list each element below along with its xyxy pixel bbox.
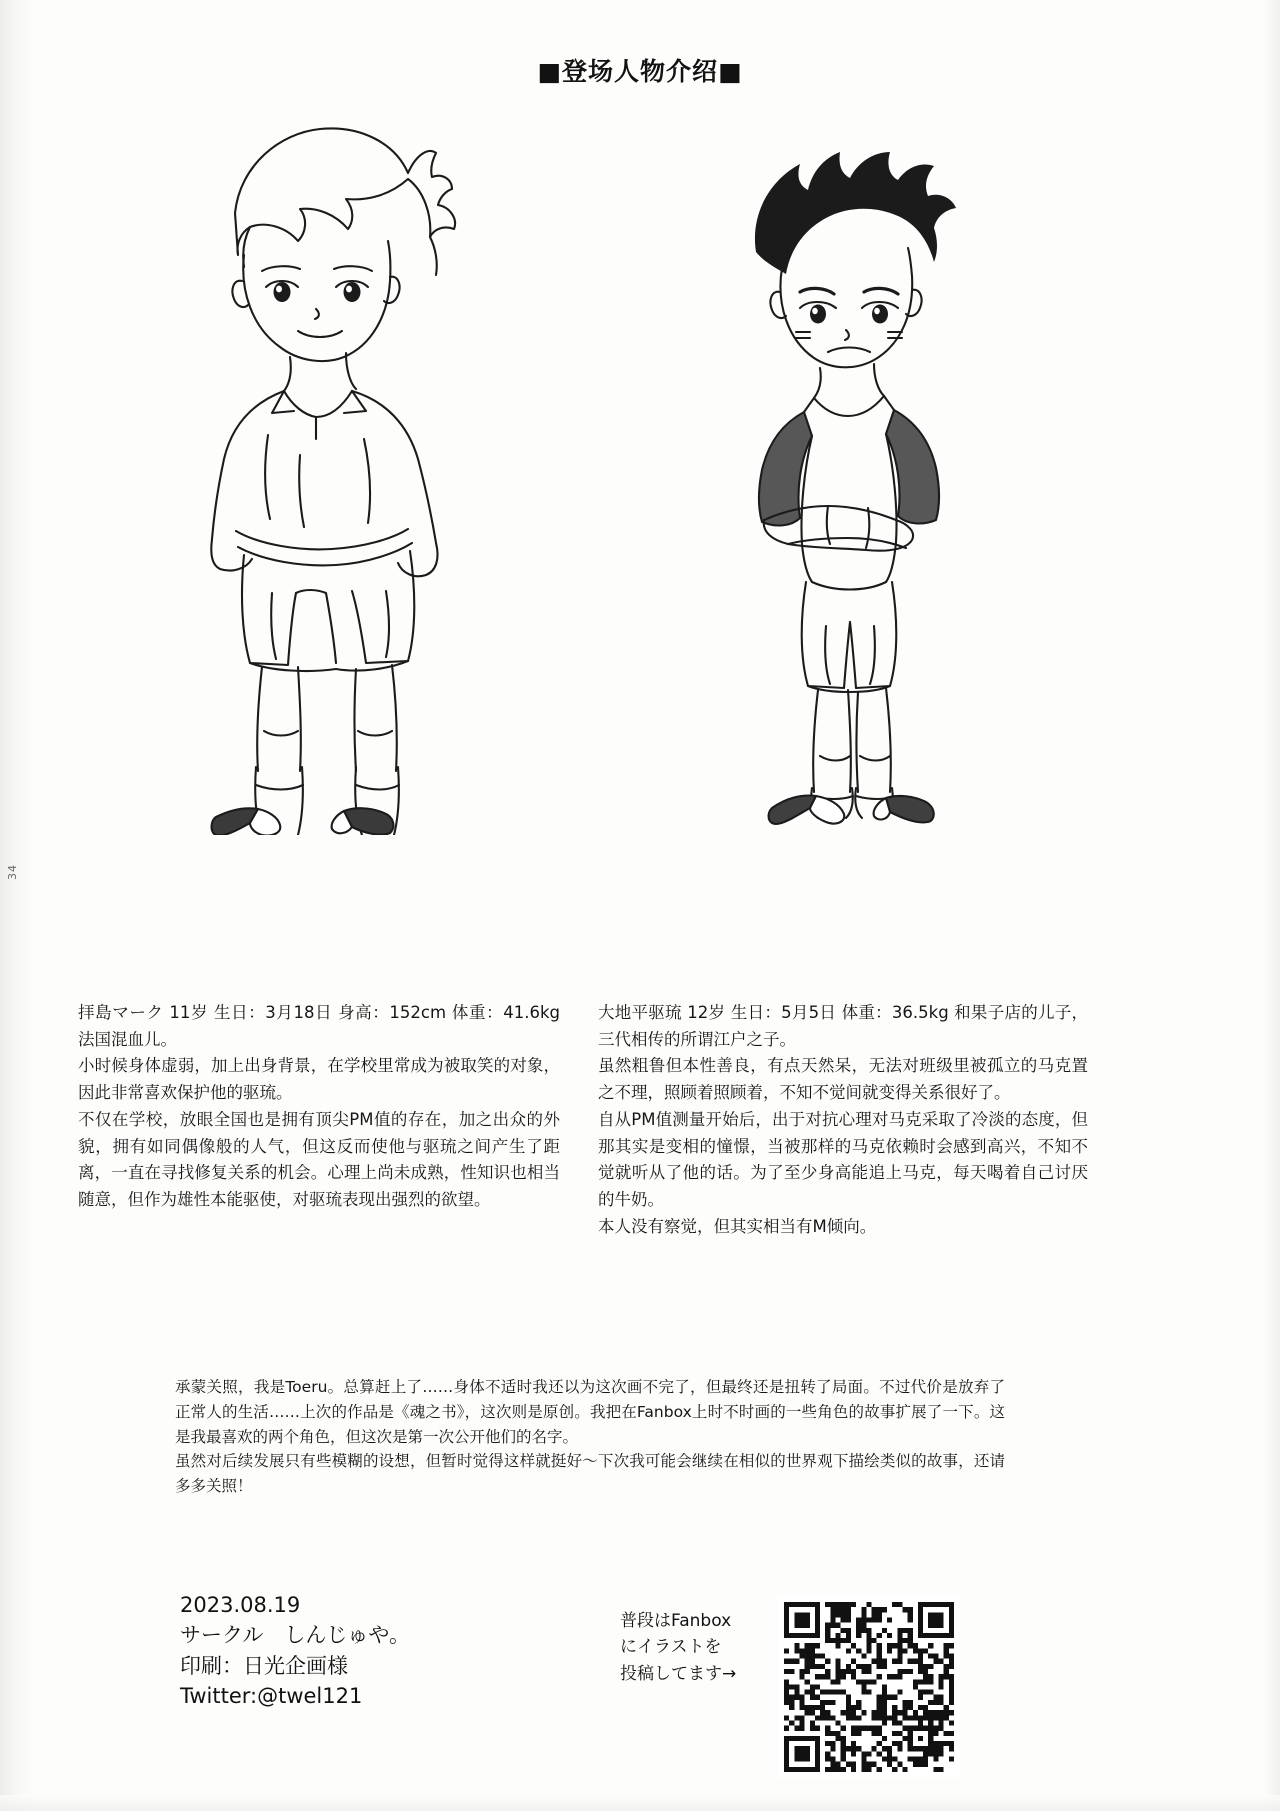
character-bio-mark-1: 小时候身体虚弱，加上出身背景，在学校里常成为被取笑的对象，因此非常喜欢保护他的驱琉。: [78, 1056, 560, 1103]
qr-code-canvas: [784, 1602, 954, 1772]
colophon: [180, 1590, 410, 1712]
fanbox-note-line-1: 普段はFanbox: [620, 1611, 732, 1631]
twitter-handle: Twitter:@twel121: [180, 1684, 363, 1709]
fanbox-note-line-2: にイラストを: [620, 1637, 722, 1658]
character-illustration-kuru: [700, 140, 990, 840]
character-illustration-mark: [140, 95, 540, 835]
page-title: ■登场人物介绍■: [537, 57, 743, 86]
character-profile-kuru: [598, 1000, 1088, 1240]
character-bio-mark-2: 不仅在学校，放眼全国也是拥有顶尖PM值的存在，加之出众的外貌，拥有如同偶像般的人气，但这反而使他与驱琉之间产生了距离，一直在寻找修复关系的机会。心理上尚未成熟，性知识也相当随意，但作为雄性本能驱使，对驱琉表现出强烈的欲望。: [78, 1109, 560, 1210]
afterword-paragraph-1: 承蒙关照，我是Toeru。总算赶上了……身体不适时我还以为这次画不完了，但最终还是扭转了局面。不过代价是放弃了正常人的生活……上次的作品是《魂之书》，这次则是原创。我把在Fanbox上时不时画的一些角色的故事扩展了一下。这是我最喜欢的两个角色，但这次是第一次公开他们的名字。: [175, 1378, 1005, 1446]
scan-edge-bottom: [0, 1795, 1280, 1811]
character-profile-mark: [78, 1000, 560, 1214]
circle-name: サークル しんじゅや。: [180, 1623, 410, 1648]
printing-house: 印刷：日光企画様: [180, 1653, 348, 1678]
afterword: [175, 1375, 1005, 1499]
qr-code[interactable]: [778, 1596, 960, 1778]
character-bio-kuru-1: 虽然粗鲁但本性善良，有点天然呆，无法对班级里被孤立的马克置之不理，照顾着照顾着，不知不觉间就变得关系很好了。: [598, 1056, 1088, 1103]
character-bio-kuru-3: 本人没有察觉，但其实相当有M倾向。: [598, 1216, 877, 1236]
character-name-line-kuru: 大地平驱琉 12岁 生日：5月5日 体重：36.5kg 和果子店的儿子，三代相传的所谓江户之子。: [598, 1003, 1088, 1049]
character-bio-kuru-2: 自从PM值测量开始后，出于对抗心理对马克采取了冷淡的态度，但那其实是变相的憧憬，当被那样的马克依赖时会感到高兴，不知不觉就听从了他的话。为了至少身高能追上马克，每天喝着自己讨厌的牛奶。: [598, 1109, 1088, 1210]
scan-edge-right: [1258, 0, 1280, 1811]
afterword-paragraph-2: 虽然对后续发展只有些模糊的设想，但暂时觉得这样就挺好〜下次我可能会继续在相似的世界观下描绘类似的故事，还请多多关照！: [175, 1452, 1005, 1496]
character-name-line-mark: 拝島マーク 11岁 生日：3月18日 身高：152cm 体重：41.6kg 法国混血儿。: [78, 1003, 560, 1049]
fanbox-note-line-3: 投稿してます→: [620, 1663, 737, 1684]
page-number: 34: [6, 864, 19, 880]
publication-date: 2023.08.19: [180, 1593, 301, 1617]
scan-edge-left: [0, 0, 34, 1811]
fanbox-note: [620, 1608, 736, 1687]
